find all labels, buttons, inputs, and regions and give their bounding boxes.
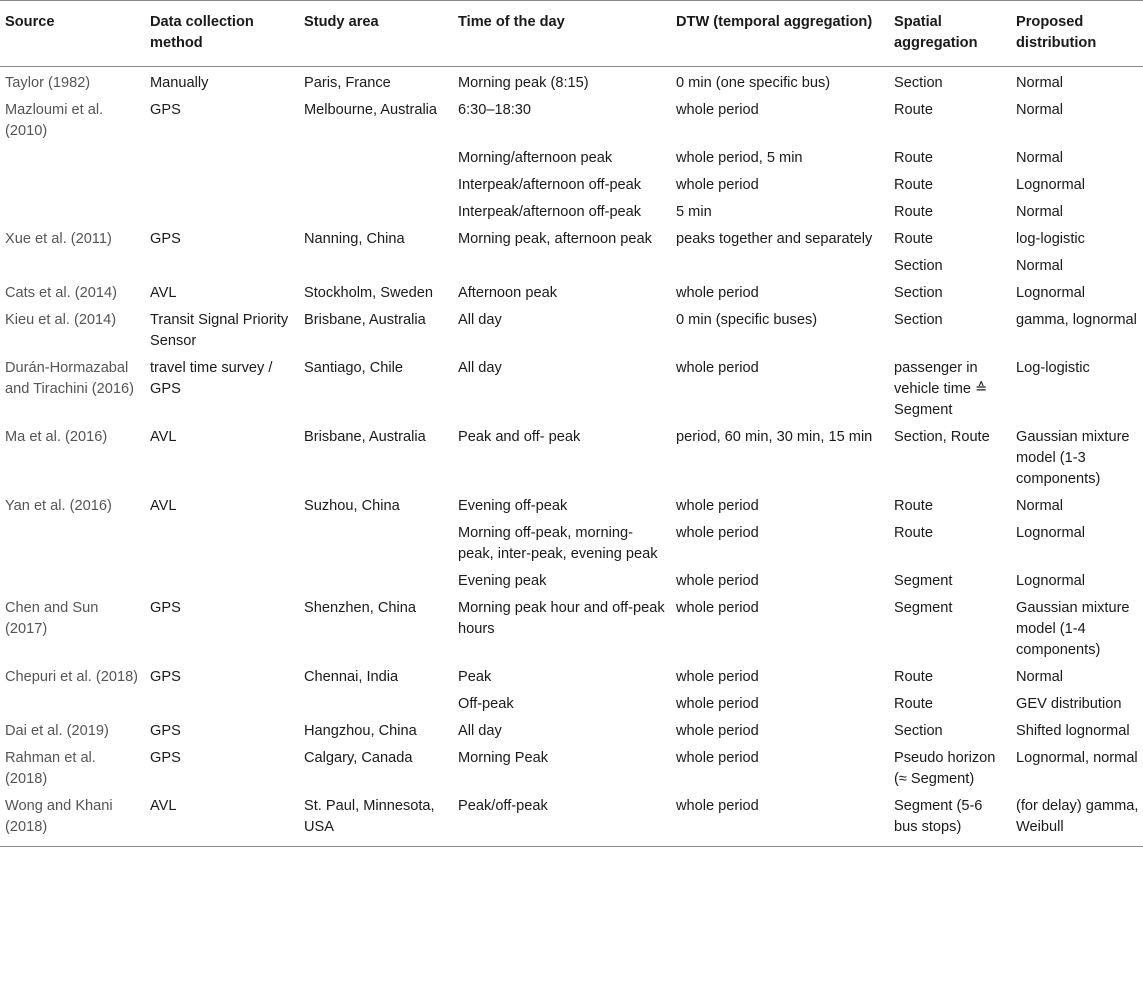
cell-time-of-day: Peak/off-peak <box>453 795 671 847</box>
cell-study-area: Paris, France <box>304 75 391 91</box>
cell-spatial-aggregation: Route <box>894 696 933 712</box>
cell-time-of-day: Interpeak/afternoon off-peak <box>458 177 642 193</box>
cell-time-of-day: Peak and off- peak <box>458 429 581 445</box>
cell-time-of-day: All day <box>458 723 502 739</box>
cell-distribution: Log-logistic <box>1016 360 1090 376</box>
cell-spatial-aggregation: Section, Route <box>894 429 990 445</box>
cell-distribution: Lognormal <box>1016 573 1085 589</box>
cell-spatial-aggregation: Section <box>894 258 943 274</box>
cell-time-of-day: Morning/afternoon peak <box>458 150 613 166</box>
table-row <box>0 693 1143 720</box>
cell-source: Taylor (1982) <box>5 75 91 91</box>
cell-source <box>0 174 145 201</box>
cell-distribution: Shifted lognormal <box>1016 723 1130 739</box>
cell-study-area: Suzhou, China <box>304 498 400 514</box>
cell-time-of-day: Interpeak/afternoon off-peak <box>458 204 642 220</box>
table-body <box>0 67 1143 847</box>
table-row <box>0 174 1143 201</box>
cell-spatial-aggregation: Segment <box>894 573 953 589</box>
cell-spatial-aggregation: Route <box>894 498 933 514</box>
cell-study-area: Brisbane, Australia <box>304 429 426 445</box>
cell-method <box>145 570 299 597</box>
cell-spatial-aggregation: Route <box>894 525 933 541</box>
cell-study-area: St. Paul, Minnesota, USA <box>299 795 453 847</box>
cell-study-area: Hangzhou, China <box>304 723 417 739</box>
cell-time-of-day <box>453 255 671 282</box>
cell-spatial-aggregation: Segment <box>894 600 953 616</box>
cell-dtw <box>671 255 889 282</box>
cell-spatial-aggregation: Route <box>894 204 933 220</box>
cell-dtw: whole period <box>676 360 759 376</box>
table-row <box>0 747 1143 795</box>
cell-spatial-aggregation: Route <box>894 177 933 193</box>
cell-source <box>0 147 145 174</box>
table-row <box>0 67 1143 100</box>
cell-distribution: (for delay) gamma, Weibull <box>1011 795 1143 847</box>
cell-method <box>145 174 299 201</box>
cell-distribution: Gaussian mixture model (1-4 components) <box>1016 600 1130 658</box>
cell-distribution: GEV distribution <box>1016 696 1122 712</box>
cell-method <box>145 255 299 282</box>
cell-distribution: Lognormal <box>1016 525 1085 541</box>
cell-study-area: Stockholm, Sweden <box>304 285 433 301</box>
cell-time-of-day: Morning peak hour and off-peak hours <box>458 600 665 637</box>
cell-spatial-aggregation: Route <box>894 102 933 118</box>
cell-study-area: Brisbane, Australia <box>304 312 426 328</box>
table-row <box>0 282 1143 309</box>
cell-method: Manually <box>150 75 209 91</box>
table-row <box>0 795 1143 847</box>
cell-source <box>0 522 145 570</box>
cell-distribution: gamma, lognormal <box>1016 312 1137 328</box>
cell-dtw: whole period <box>676 600 759 616</box>
cell-dtw: whole period <box>671 795 889 847</box>
cell-dtw: 5 min <box>676 204 712 220</box>
cell-source <box>0 693 145 720</box>
cell-spatial-aggregation: Section <box>894 723 943 739</box>
cell-source: Rahman et al. (2018) <box>5 750 96 787</box>
cell-spatial-aggregation: passenger in vehicle time ≙ Segment <box>894 360 988 418</box>
cell-dtw: 0 min (one specific bus) <box>676 75 831 91</box>
cell-spatial-aggregation: Section <box>894 75 943 91</box>
cell-source: Chepuri et al. (2018) <box>5 669 139 685</box>
cell-distribution: Lognormal <box>1016 177 1085 193</box>
cell-study-area: Nanning, China <box>304 231 405 247</box>
cell-method: GPS <box>150 102 181 118</box>
cell-source: Durán-Hormazabal and Tirachini (2016) <box>5 360 134 397</box>
cell-spatial-aggregation: Route <box>894 231 933 247</box>
cell-dtw: whole period <box>676 750 759 766</box>
cell-dtw: whole period <box>676 723 759 739</box>
cell-source: Chen and Sun (2017) <box>5 600 99 637</box>
cell-source: Yan et al. (2016) <box>5 498 112 514</box>
cell-source: Cats et al. (2014) <box>5 285 117 301</box>
cell-dtw: whole period, 5 min <box>676 150 803 166</box>
cell-distribution: Lognormal <box>1016 285 1085 301</box>
cell-spatial-aggregation: Route <box>894 669 933 685</box>
cell-distribution: Gaussian mixture model (1-3 components) <box>1016 429 1130 487</box>
cell-study-area <box>299 693 453 720</box>
cell-method: AVL <box>145 795 299 847</box>
table-row <box>0 495 1143 522</box>
table-row <box>0 666 1143 693</box>
cell-method <box>145 201 299 228</box>
cell-study-area <box>299 174 453 201</box>
header-dtw: DTW (temporal aggregation) <box>671 1 889 67</box>
cell-method: AVL <box>150 429 177 445</box>
cell-distribution: Normal <box>1016 102 1064 118</box>
table-row <box>0 255 1143 282</box>
cell-dtw: whole period <box>676 669 759 685</box>
cell-method <box>145 693 299 720</box>
cell-spatial-aggregation: Segment (5-6 bus stops) <box>889 795 1011 847</box>
table-header <box>0 1 1143 67</box>
cell-time-of-day: Morning off-peak, morning-peak, inter-peak, evening peak <box>458 525 658 562</box>
table-row <box>0 99 1143 147</box>
cell-study-area <box>299 522 453 570</box>
cell-spatial-aggregation: Section <box>894 312 943 328</box>
header-spatial-aggregation: Spatial aggregation <box>889 1 1011 67</box>
table-row <box>0 201 1143 228</box>
cell-source: Mazloumi et al. (2010) <box>5 102 104 139</box>
cell-dtw: whole period <box>676 696 759 712</box>
table-row <box>0 426 1143 495</box>
cell-dtw: whole period <box>676 573 759 589</box>
cell-distribution: Normal <box>1016 498 1064 514</box>
cell-dtw: whole period <box>676 285 759 301</box>
table-row <box>0 570 1143 597</box>
cell-study-area: Calgary, Canada <box>304 750 413 766</box>
cell-distribution: log-logistic <box>1016 231 1085 247</box>
cell-method: travel time survey / GPS <box>150 360 273 397</box>
cell-time-of-day: Morning Peak <box>458 750 549 766</box>
cell-study-area: Chennai, India <box>304 669 399 685</box>
table-row <box>0 309 1143 357</box>
cell-distribution: Normal <box>1016 150 1064 166</box>
cell-time-of-day: All day <box>458 312 502 328</box>
cell-method <box>145 522 299 570</box>
cell-method: AVL <box>150 498 177 514</box>
table-row <box>0 147 1143 174</box>
cell-source: Xue et al. (2011) <box>5 231 112 247</box>
cell-study-area: Melbourne, Australia <box>304 102 438 118</box>
cell-time-of-day: Morning peak, afternoon peak <box>458 231 652 247</box>
header-time-of-day: Time of the day <box>453 1 671 67</box>
cell-distribution: Normal <box>1016 75 1064 91</box>
cell-distribution: Lognormal, normal <box>1016 750 1138 766</box>
header-proposed-distribution: Proposed distribution <box>1011 1 1143 67</box>
cell-time-of-day: Off-peak <box>458 696 514 712</box>
cell-time-of-day: All day <box>458 360 502 376</box>
table-row <box>0 357 1143 426</box>
cell-method <box>145 147 299 174</box>
cell-time-of-day: Peak <box>458 669 492 685</box>
cell-method: AVL <box>150 285 177 301</box>
cell-dtw: period, 60 min, 30 min, 15 min <box>676 429 873 445</box>
cell-study-area <box>299 147 453 174</box>
cell-study-area <box>299 570 453 597</box>
cell-method: GPS <box>150 750 181 766</box>
header-row <box>0 1 1143 67</box>
cell-method: Transit Signal Priority Sensor <box>150 312 289 349</box>
table-row <box>0 228 1143 255</box>
cell-source: Ma et al. (2016) <box>5 429 108 445</box>
cell-dtw: whole period <box>676 498 759 514</box>
cell-method: GPS <box>150 231 181 247</box>
cell-distribution: Normal <box>1016 669 1064 685</box>
cell-spatial-aggregation: Section <box>894 285 943 301</box>
cell-study-area <box>299 201 453 228</box>
cell-dtw: whole period <box>676 177 759 193</box>
table-row <box>0 597 1143 666</box>
cell-method: GPS <box>150 600 181 616</box>
cell-dtw: peaks together and separately <box>676 231 873 247</box>
header-source: Source <box>0 1 145 67</box>
cell-source <box>0 255 145 282</box>
cell-spatial-aggregation: Pseudo horizon (≈ Segment) <box>894 750 996 787</box>
cell-source <box>0 570 145 597</box>
header-data-collection-method: Data collection method <box>145 1 299 67</box>
cell-dtw: whole period <box>676 102 759 118</box>
header-study-area: Study area <box>299 1 453 67</box>
cell-time-of-day: Evening peak <box>458 573 547 589</box>
cell-dtw: whole period <box>676 525 759 541</box>
cell-spatial-aggregation: Route <box>894 150 933 166</box>
cell-study-area <box>299 255 453 282</box>
cell-time-of-day: 6:30–18:30 <box>458 102 532 118</box>
cell-study-area: Santiago, Chile <box>304 360 403 376</box>
cell-time-of-day: Afternoon peak <box>458 285 557 301</box>
cell-source <box>0 201 145 228</box>
cell-distribution: Normal <box>1016 204 1064 220</box>
table-row <box>0 720 1143 747</box>
cell-dtw: 0 min (specific buses) <box>676 312 818 328</box>
cell-source: Dai et al. (2019) <box>5 723 109 739</box>
cell-method: GPS <box>150 669 181 685</box>
cell-source: Wong and Khani (2018) <box>0 795 145 847</box>
cell-source: Kieu et al. (2014) <box>5 312 117 328</box>
cell-method: GPS <box>150 723 181 739</box>
cell-distribution: Normal <box>1016 258 1064 274</box>
cell-time-of-day: Morning peak (8:15) <box>458 75 589 91</box>
table-row <box>0 522 1143 570</box>
cell-time-of-day: Evening off-peak <box>458 498 568 514</box>
cell-study-area: Shenzhen, China <box>304 600 416 616</box>
